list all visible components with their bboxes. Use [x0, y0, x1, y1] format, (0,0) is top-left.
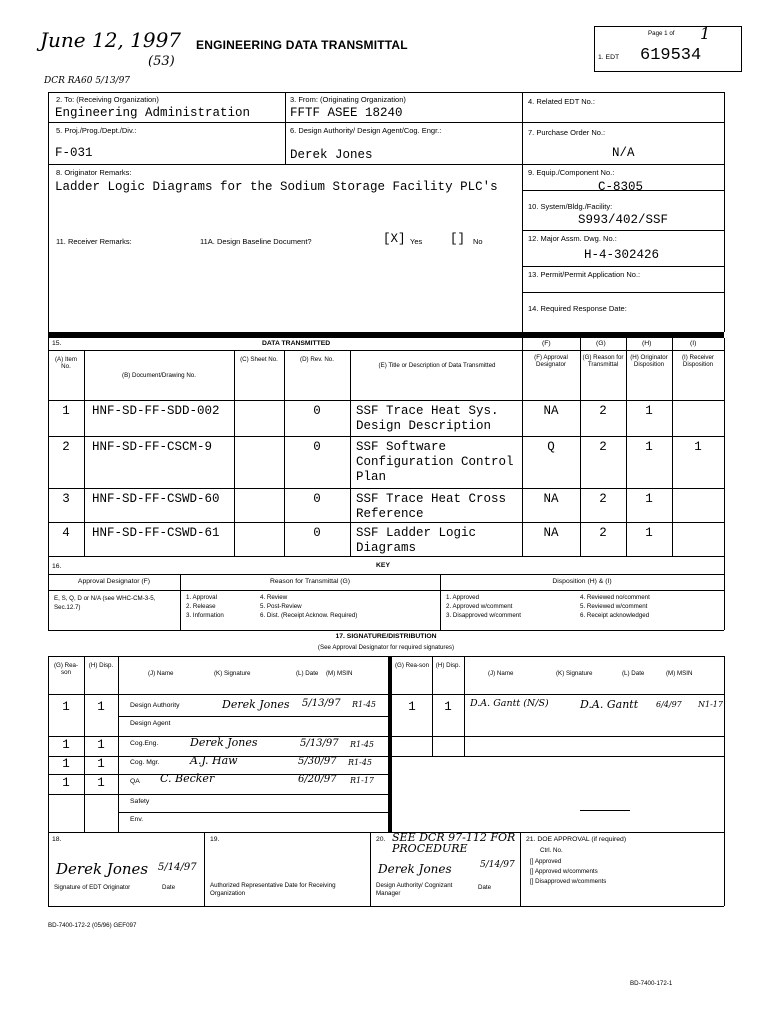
box21-approved-comments[interactable]: [] Approved w/comments: [530, 868, 598, 875]
row-title: SSF Ladder Logic Diagrams: [356, 526, 477, 555]
box18-caption-a: Signature of EDT Originator: [54, 884, 131, 891]
sig-subtitle: (See Approval Designator for required signatures): [317, 644, 455, 651]
reason-item: 6. Dist. (Receipt Acknow. Required): [260, 612, 358, 619]
row-reason: 2: [599, 440, 607, 454]
remarks-value: Ladder Logic Diagrams for the Sodium Storage Facility PLC's: [55, 180, 498, 194]
sig-row-h: 1: [97, 776, 105, 790]
equip-label: 9. Equip./Component No.:: [528, 168, 615, 177]
edt-number: 619534: [640, 46, 702, 65]
system-value: S993/402/SSF: [578, 213, 669, 227]
disp-item: 1. Approved: [446, 594, 480, 601]
row-doc: HNF-SD-FF-CSWD-61: [92, 526, 220, 540]
box18-date: 5/14/97: [158, 862, 197, 873]
sig-row-signature: Derek Jones: [190, 736, 258, 749]
sig-row-name: Design Agent: [130, 720, 171, 727]
row-doc: HNF-SD-FF-CSCM-9: [92, 440, 213, 454]
permit-label: 13. Permit/Permit Application No.:: [528, 270, 641, 279]
row-item: 2: [62, 440, 70, 454]
sig-head-h: (H) Disp.: [88, 662, 114, 669]
key-approval-text: E, S, Q, D or N/A (see WHC-CM-3-5, Sec.12.7): [54, 595, 156, 611]
sig-head-rh: (H) Disp.: [435, 662, 461, 669]
row-approval: NA: [543, 492, 559, 506]
sig-row-name: Env.: [130, 816, 144, 823]
sig-row-name: Design Authority: [130, 702, 180, 709]
box20-caption-b: Date: [478, 884, 492, 891]
sig-head-date: (L) Date: [296, 670, 319, 677]
proj-value: F-031: [55, 146, 93, 160]
box19-caption: Authorized Representative Date for Receiving Organization: [210, 882, 336, 897]
box21-label: 21. DOE APPROVAL (if required): [526, 836, 627, 843]
col-head-g: (G) Reason for Transmittal: [582, 354, 624, 368]
sig-section-title: 17. SIGNATURE/DISTRIBUTION: [335, 633, 437, 640]
box19-label: 19.: [210, 836, 220, 843]
box18-caption-b: Date: [162, 884, 176, 891]
sig-row-name: Cog.Eng.: [130, 740, 159, 747]
col-head-f: (F) Approval Designator: [534, 354, 568, 368]
from-value: FFTF ASEE 18240: [290, 106, 403, 120]
po-label: 7. Purchase Order No.:: [528, 128, 606, 137]
col-head-i: (I) Receiver Disposition: [682, 354, 714, 368]
data-transmitted-title: DATA TRANSMITTED: [262, 340, 331, 347]
sig-row-date: 5/13/97: [302, 698, 341, 709]
row-reason: 2: [599, 492, 607, 506]
baseline-no-checkbox[interactable]: []: [450, 232, 466, 246]
baseline-label: 11A. Design Baseline Document?: [200, 237, 312, 246]
row-item: 1: [62, 404, 70, 418]
box20-signature: Derek Jones: [378, 862, 452, 876]
box20-date: 5/14/97: [480, 860, 515, 870]
equip-value: C-8305: [598, 180, 644, 194]
sig-head-name: (J) Name: [148, 670, 174, 677]
reason-item: 3. Information: [186, 612, 224, 619]
sig-row-rmsin: N1-17: [698, 700, 723, 709]
sig-row-h: 1: [97, 738, 105, 752]
disp-item: 4. Reviewed no/comment: [580, 594, 650, 601]
from-label: 3. From: (Originating Organization): [290, 95, 406, 104]
edt-label: 1. EDT: [598, 54, 620, 61]
handwritten-note: DCR RA60 5/13/97: [44, 76, 131, 86]
to-value: Engineering Administration: [55, 106, 251, 120]
disp-item: 2. Approved w/comment: [446, 603, 513, 610]
section-15-label: 15.: [52, 340, 62, 347]
key-title: KEY: [376, 562, 390, 569]
design-auth-value: Derek Jones: [290, 148, 373, 162]
sig-row-signature: C. Becker: [160, 772, 215, 785]
head-g: (G): [596, 340, 606, 347]
key-reason-head: Reason for Transmittal (G): [269, 578, 351, 585]
sig-row-msin: R1-17: [350, 776, 374, 785]
required-date-label: 14. Required Response Date:: [528, 304, 627, 313]
sig-row-signature: Derek Jones: [222, 698, 290, 711]
sig-head-rsig: (K) Signature: [556, 670, 593, 677]
row-orig: 1: [645, 526, 653, 540]
receiver-label: 11. Receiver Remarks:: [56, 237, 132, 246]
sig-row-name: Cog. Mgr.: [130, 759, 160, 766]
po-value: N/A: [612, 146, 635, 160]
col-head-a: (A) Item No.: [54, 356, 77, 370]
box21-approved[interactable]: [] Approved: [530, 858, 562, 865]
page-number: 1: [700, 24, 711, 43]
sig-head-rg: (G) Rea-son: [394, 662, 430, 669]
major-assm-label: 12. Major Assm. Dwg. No.:: [528, 234, 617, 243]
sig-row-name: Safety: [130, 798, 150, 805]
row-orig: 1: [645, 492, 653, 506]
sig-head-rname: (J) Name: [488, 670, 514, 677]
sig-head-rdate: (L) Date: [622, 670, 645, 677]
box21-ctrl: Ctrl. No.: [540, 847, 563, 854]
sig-row-msin: R1-45: [350, 740, 374, 749]
design-auth-label: 6. Design Authority/ Design Agent/Cog. Engr.:: [290, 126, 442, 135]
row-title: SSF Trace Heat Sys. Design Description: [356, 404, 499, 433]
box20-label: 20.: [376, 836, 386, 843]
row-doc: HNF-SD-FF-SDD-002: [92, 404, 220, 418]
form-title: ENGINEERING DATA TRANSMITTAL: [196, 38, 408, 52]
box20-note: SEE DCR 97-112 FOR PROCEDURE: [392, 831, 516, 855]
row-approval: NA: [543, 404, 559, 418]
section-16-label: 16.: [52, 563, 62, 570]
col-head-e: (E) Title or Description of Data Transmitted: [378, 362, 496, 369]
initials-handwritten: (53): [148, 54, 175, 69]
sig-row-date: 6/20/97: [298, 774, 337, 785]
sig-row-rname: D.A. Gantt (N/S): [470, 698, 549, 709]
row-orig: 1: [645, 440, 653, 454]
remarks-label: 8. Originator Remarks:: [56, 168, 132, 177]
row-item: 3: [62, 492, 70, 506]
reason-item: 5. Post-Review: [260, 603, 302, 610]
sig-row-rdate: 6/4/97: [656, 700, 682, 709]
head-f: (F): [542, 340, 551, 347]
row-approval: Q: [547, 440, 555, 454]
form-id-right: BD-7400-172-1: [630, 980, 673, 987]
box21-disapproved[interactable]: [] Disapproved w/comments: [530, 878, 607, 885]
sig-row-signature: A.J. Haw: [190, 754, 238, 767]
box18-label: 18.: [52, 836, 62, 843]
box18-signature: Derek Jones: [56, 860, 149, 878]
sig-row-g: 1: [62, 738, 70, 752]
baseline-no-label: No: [473, 237, 483, 246]
head-i: (I): [690, 340, 697, 347]
row-item: 4: [62, 526, 70, 540]
row-title: SSF Software Configuration Control Plan: [356, 440, 514, 484]
reason-item: 4. Review: [260, 594, 288, 601]
head-h: (H): [642, 340, 652, 347]
sig-row-date: 5/30/97: [298, 756, 337, 767]
row-approval: NA: [543, 526, 559, 540]
row-rev: 0: [313, 404, 321, 418]
col-head-d: (D) Rev. No.: [300, 356, 334, 363]
date-handwritten: June 12, 1997: [40, 28, 182, 52]
sig-row-g: 1: [62, 757, 70, 771]
sig-row-g: 1: [62, 700, 70, 714]
sig-row-h: 1: [97, 757, 105, 771]
row-rev: 0: [313, 440, 321, 454]
sig-row-rsignature: D.A. Gantt: [580, 698, 639, 711]
row-reason: 2: [599, 526, 607, 540]
key-approval-head: Approval Designator (F): [77, 578, 151, 585]
sig-head-g: (G) Rea-son: [53, 662, 79, 676]
sig-row-rh: 1: [444, 700, 452, 714]
col-head-b: (B) Document/Drawing No.: [122, 372, 196, 379]
col-head-c: (C) Sheet No.: [240, 356, 278, 363]
box20-caption-a: Design Authority/ Cognizant Manager: [376, 882, 453, 897]
row-recv: 1: [694, 440, 702, 454]
system-label: 10. System/Bldg./Facility:: [528, 202, 613, 211]
sig-row-name: QA: [130, 778, 140, 785]
disp-item: 3. Disapproved w/comment: [446, 612, 521, 619]
sig-row-h: 1: [97, 700, 105, 714]
sig-head-msin: (M) MSIN: [326, 670, 353, 677]
key-disp-head: Disposition (H) & (I): [552, 578, 612, 585]
related-edt-label: 4. Related EDT No.:: [528, 97, 595, 106]
sig-head-rmsin: (M) MSIN: [666, 670, 693, 677]
reason-item: 1. Approval: [186, 594, 217, 601]
baseline-yes-checkbox[interactable]: [X]: [383, 232, 406, 246]
row-rev: 0: [313, 526, 321, 540]
major-assm-value: H-4-302426: [584, 248, 660, 262]
sig-head-signature: (K) Signature: [214, 670, 251, 677]
sig-row-msin: R1-45: [348, 758, 372, 767]
sig-row-rg: 1: [408, 700, 416, 714]
proj-label: 5. Proj./Prog./Dept./Div.:: [56, 126, 137, 135]
reason-item: 2. Release: [186, 603, 216, 610]
sig-row-date: 5/13/97: [300, 738, 339, 749]
row-doc: HNF-SD-FF-CSWD-60: [92, 492, 220, 506]
form-id-left: BD-7400-172-2 (05/96) GEF097: [48, 922, 137, 929]
row-rev: 0: [313, 492, 321, 506]
row-orig: 1: [645, 404, 653, 418]
baseline-yes-label: Yes: [410, 237, 423, 246]
page-label: Page 1 of: [648, 30, 675, 37]
col-head-h: (H) Originator Disposition: [630, 354, 668, 368]
disp-item: 6. Receipt acknowledged: [580, 612, 650, 619]
sig-row-msin: R1-45: [352, 700, 376, 709]
row-title: SSF Trace Heat Cross Reference: [356, 492, 507, 521]
to-label: 2. To: (Receiving Organization): [56, 95, 159, 104]
row-reason: 2: [599, 404, 607, 418]
sig-row-g: 1: [62, 776, 70, 790]
disp-item: 5. Reviewed w/comment: [580, 603, 648, 610]
